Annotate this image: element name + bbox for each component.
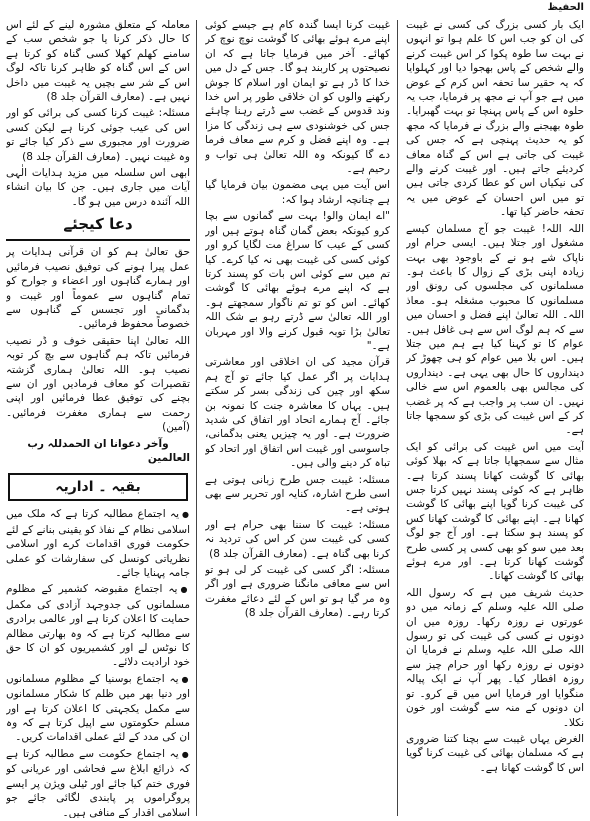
paragraph: غیبت کرنا ایسا گندہ کام ہے جیسے کوئی اپنے مرے ہوئے بھائی کا گوشت نوچ نوچ کر کھائے۔ آخر میں فرمایا جاتا ہے کہ ان نصیحتوں پر کاربند ہو گا۔ جس کے دل میں خدا کا ڈر ہے تو ایمان اور اسلام کا جوش رکھنے والوں کو ان خلاقی طور پر اس خدا وند قدوس کے غضب سے ڈرتے رہنا چاہئے جس کی خوشنودی سے ہی زندگی کا مزا ہے۔ وہ اپنے فضل و کرم سے معاف فرما دے گا کیونکہ وہ اللہ تعالیٰ ہی تواب و رحیم ہے۔ [205, 19, 390, 176]
paragraph: آیت میں اس غیبت کی برائی کو ایک مثال سے سمجھایا جاتا ہے کہ بھلا کوئی بھائی کا گوشت کھانا پسند کرتا ہے۔ ظاہر ہے کہ کوئی پسند نہیں کرتا جس کی غیبت کرنا گویا اپنے بھائی کا گوشت کھانا ہے۔ اپنے بھائی کا گوشت کھانا کس کو پسند ہو سکتا ہے۔ اور آج جو لوگ بعد میں سو کو بھی کسی پر کسی طرح گوشت کھانا کرتا ہے۔ اور مرے ہوئے بھائی کا گوشت کھانا۔ [406, 440, 584, 583]
resolution-item: ● یہ اجتماع مقبوضہ کشمیر کے مظلوم مسلمانوں کی جدوجہد آزادی کی مکمل حمایت کا اعلان کرتا ہے اور عالمی برادری سے مطالبہ کرتا ہے کہ وہ بھارتی مظالم کا نوٹس لے اور کشمیریوں کو ان کا حق خود ارادیت دلائے۔ [6, 582, 190, 669]
column-divider [196, 20, 197, 816]
dua-paragraph: حق تعالیٰ ہم کو ان قرآنی ہدایات پر عمل پیرا ہونے کی توفیق نصیب فرمائیں اور ہمارے گناہوں اور اعضاء و جوارح کو تمام گناہوں سے عموماً اور غیبت و بدگمانی اور تجسس کے گناہوں سے خصوصاً محفوظ فرمائیں۔ [6, 246, 190, 331]
paragraph: قرآن مجید کی ان اخلاقی اور معاشرتی ہدایات پر اگر عمل کیا جائے تو آج ہم سکھ اور چین کی زندگی بسر کر سکتے ہیں۔ یہاں کا معاشرہ جنت کا نمونہ بن جائے۔ آج ہمارے اتحاد اور اتفاق کی شدید ضرورت ہے۔ اور یہ چیزیں یعنی بدگمانی، جاسوسی اور غیبت اس اتفاق اور اتحاد کو تباہ کر دینے والی ہیں۔ [205, 356, 390, 470]
resolution-item: ● یہ اجتماع حکومت سے مطالبہ کرتا ہے کہ ذرائع ابلاغ سے فحاشی اور عریانی کو فوری ختم کیا جائے اور ٹیلی ویژن پر ایسے پروگراموں پر پابندی لگائی جائے جو اسلامی اقدار کے منافی ہیں۔ [6, 747, 190, 818]
page-header: الحفیظ [547, 2, 584, 13]
paragraph: ابھی اس سلسلہ میں مزید ہدایات الٰہی آیات میں جاری ہیں۔ جن کا بیان انشاء اللہ آئندہ درس میں ہو گا۔ [6, 167, 190, 208]
dua-closing: وآخر دعوانا ان الحمدللہ رب العالمین [27, 437, 190, 464]
quoted-verse-translation: "اے ایمان والو! بہت سے گمانوں سے بچا کرو کیونکہ بعض گمان گناہ ہوتے ہیں اور کسی کے عیب کا سراغ مت لگایا کرو اور کوئی کسی کی غیبت بھی نہ کیا کرے۔ کیا تم میں سے کوئی اس بات کو پسند کرتا ہے کہ اپنے مرے ہوئے بھائی کا گوشت کھائے۔ اس کو تو تم ناگوار سمجھتے ہو۔ اور اللہ تعالیٰ سے ڈرتے رہو بے شک اللہ تعالیٰ بڑا توبہ قبول کرنے والا اور مہربان ہے۔" [205, 210, 390, 352]
paragraph: الغرض یہاں غیبت سے بچنا کتنا ضروری ہے کہ مسلمان بھائی کی غیبت کرنا گویا اس کا گوشت کھانا ہے۔ [406, 732, 584, 774]
column-divider [397, 20, 398, 816]
dua-paragraph: اللہ تعالیٰ اپنا حقیقی خوف و ڈر نصیب فرمائیں تاکہ ہم گناہوں سے بچ کر توبہ نصیب ہو۔ اللہ تعالیٰ ہماری گزشتہ تقصیرات کو معاف فرمادیں اور ان سے بچنے کی توفیق عطا فرمائیں اور اپنی رحمت سے ہماری مغفرت فرمائیں۔ (آمین) [6, 334, 190, 434]
ruling-paragraph: مسئلہ: غیبت جس طرح زبانی ہوتی ہے اسی طرح اشارہ، کنایہ اور تحریر سے بھی ہوتی ہے۔ [205, 473, 390, 515]
resolution-item: ● یہ اجتماع بوسنیا کے مظلوم مسلمانوں اور دنیا بھر میں ظلم کا شکار مسلمانوں سے مکمل یکجہتی کا اعلان کرتا ہے اور مسلم حکومتوں سے اپیل کرتا ہے کہ وہ ان کی مدد کے لئے عملی اقدامات کریں۔ [6, 672, 190, 745]
paragraph: اس آیت میں یہی مضمون بیان فرمایا گیا ہے چنانچہ ارشاد ہوا کہ: [205, 179, 390, 206]
paragraph: معاملہ کے متعلق مشورہ لینے کے لئے اس کا حال ذکر کرنا یا جو شخص سب کے سامنے کھلم کھلا کسی گناہ کو کرتا ہے اس کے اس گناہ کو ظاہر کرنا تاکہ لوگ اس کے شر سے بچیں یہ غیبت میں داخل نہیں ہے۔ (معارف القرآن جلد 8) [6, 19, 190, 104]
ruling-paragraph: مسئلہ: اگر کسی کی غیبت کر لی ہو تو اس سے معافی مانگنا ضروری ہے اور اگر وہ مر گیا ہو تو اس کے لئے دعائے مغفرت کرتا رہے۔ (معارف القرآن جلد 8) [205, 564, 390, 620]
right-column [406, 18, 584, 818]
paragraph: ایک بار کسی بزرگ کی کسی نے غیبت کی ان کو جب اس کا علم ہوا تو انہوں نے بہت سا طوہ پکوا کر اس غیبت کرنے والے شخص کے پاس بھجوا دیا اور کہلوایا کہ یہ حقیر سا تحفہ اس کرم کے عوض میں ہے جو آپ نے مجھ پر فرمایا، جب یہ حلوہ اس کے پاس پہنچا تو بہت گھبرایا۔ طوہ بھیجنے والے بزرگ نے فرمایا کہ مجھ کو یہ حدیث پہنچی ہے کہ جس کی غیبت کی جاتی ہے اس کے گناہ معاف کردیئے جاتے ہیں۔ اور غیبت کرنے والے کی نیکیاں اس کو عطا کردی جاتی ہیں تو میں اس احسان کے عوض میں یہ تحفہ حاضر کیا تھا۔ [406, 19, 584, 219]
ruling-paragraph: مسئلہ: غیبت کا سننا بھی حرام ہے اور کسی کی غیبت سن کر اس کی تردید نہ کرنا بھی گناہ ہے۔ (معارف القرآن جلد 8) [205, 518, 390, 560]
paragraph: اللہ اللہ! غیبت جو آج مسلمان کیسے مشغول اور جتلا ہیں۔ ایسی حرام اور ناپاک شے ہو نے کے باوجود بھی بہت زیادہ اپنی بڑی کے زوال کا باعث ہو۔ مسلمانوں کی مجلسوں کی رونق اور مسلمانوں کا محبوب مشغلہ ہو۔ معاذ اللہ۔ اللہ تعالیٰ اپنے فضل و احسان میں سے کہ ہم لوگ اس سے ہی غافل ہیں۔ عوام کا تو کہنا کیا ہے ہم میں جتلا ہیں۔ اس بلا میں عوام کو ہی چھوڑ کر دینداروں کا حال بھی یہی ہے۔ دینداروں کی مجالس بھی بالعموم اس سے خالی نہیں۔ ان سب پر واجب ہے کہ پر غضب کر کے اس غیبت کی بڑی کو سمجھا جاتا ہے۔ [406, 222, 584, 437]
paragraph: حدیث شریف میں ہے کہ رسول اللہ صلی اللہ علیہ وسلم کے زمانہ میں دو عورتوں نے روزہ رکھا۔ روزہ میں ان دونوں نے کسی کی غیبت کی تو رسول اللہ صلی اللہ علیہ وسلم نے فرمایا ان دونوں نے روزہ رکھا اور حرام چیز سے روزہ افطار کیا۔ پھر آپ نے ایک پیالہ منگوایا اور فرمایا اس میں قے کرو۔ تو ان دونوں کے منہ سے گوشت اور خون نکلا۔ [406, 586, 584, 729]
paragraph: مسئلہ: غیبت کرنا کسی کی برائی کو اور اس کی عیب جوئی کرنا ہے لیکن کسی ضرورت اور مجبوری سے ذکر کیا جائے تو وہ غیبت نہیں۔ (معارف القرآن جلد 8) [6, 107, 190, 163]
heading-underline [6, 239, 190, 241]
dua-heading: دعا کیجئے [63, 215, 133, 234]
left-column [6, 18, 190, 818]
resolution-item: ● یہ اجتماع مطالبہ کرتا ہے کہ ملک میں اسلامی نظام کے نفاذ کو یقینی بنانے کے لئے حکومت فوری اقدامات کرے اور اسلامی نظریاتی کونسل کی سفارشات کو عملی جامہ پہنایا جائے۔ [6, 507, 190, 580]
middle-column [205, 18, 390, 818]
editorial-continuation-heading: بقیہ ۔ اداریہ [8, 473, 188, 501]
